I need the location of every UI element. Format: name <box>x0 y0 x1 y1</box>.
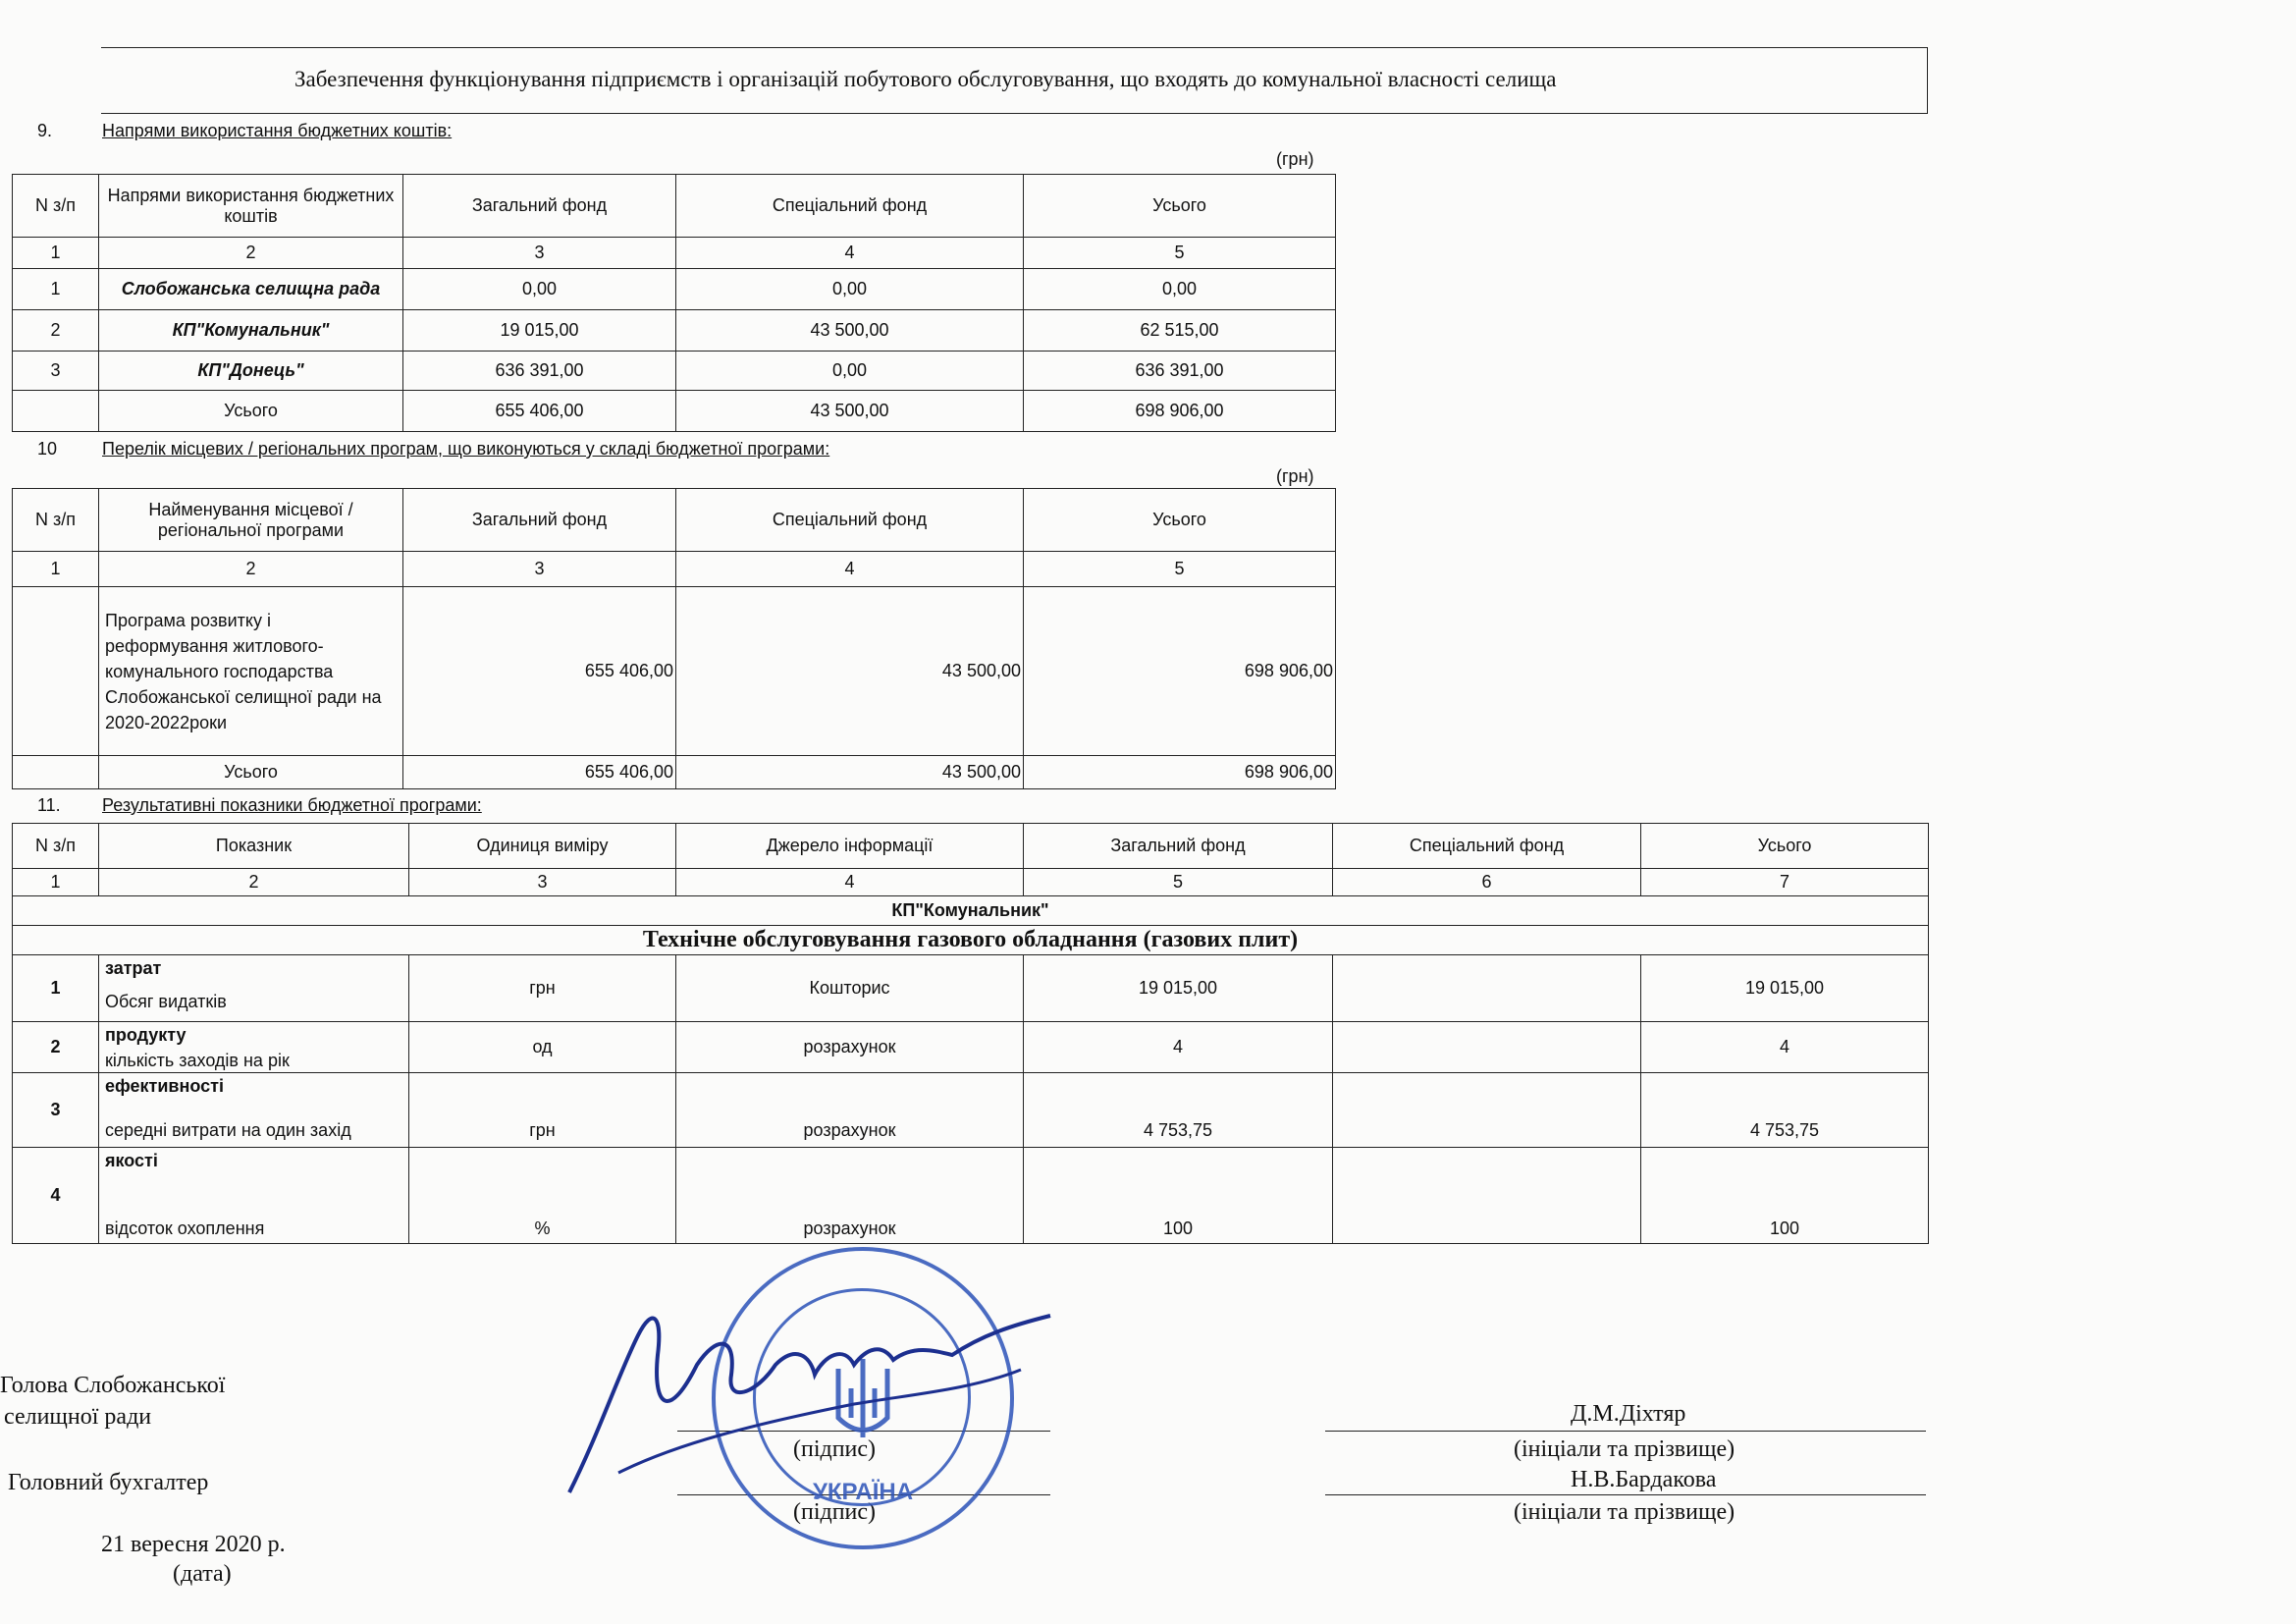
general-fund: 4 753,75 <box>1024 1073 1333 1148</box>
col-number: 3 <box>409 869 676 896</box>
col-number: 2 <box>99 552 403 587</box>
general-fund: 19 015,00 <box>1024 955 1333 1022</box>
group-number: 1 <box>13 955 99 1022</box>
source-cell: розрахунок <box>676 1022 1024 1073</box>
col-header: N з/п <box>13 824 99 869</box>
col-number: 5 <box>1024 238 1336 269</box>
general-fund: 0,00 <box>403 269 676 310</box>
row-total: 4 <box>1641 1022 1929 1073</box>
group-row <box>13 1022 1929 1050</box>
col-number: 4 <box>676 552 1024 587</box>
row-total: 100 <box>1641 1148 1929 1244</box>
special-fund: 43 500,00 <box>676 391 1024 432</box>
col-header: Напрями використання бюджетних коштів <box>99 175 403 238</box>
row-total: 698 906,00 <box>1024 391 1336 432</box>
total-label: Усього <box>99 756 403 789</box>
general-fund: 655 406,00 <box>403 391 676 432</box>
col-number: 1 <box>13 238 99 269</box>
col-header: N з/п <box>13 489 99 552</box>
table-row <box>13 269 1336 310</box>
col-number: 6 <box>1333 869 1641 896</box>
special-fund: 43 500,00 <box>676 587 1024 756</box>
head-name: Д.М.Діхтяр <box>1571 1401 1686 1427</box>
col-number-row <box>13 552 1336 587</box>
col-number: 4 <box>676 238 1024 269</box>
group-row <box>13 1073 1929 1101</box>
table-header-row <box>13 824 1929 869</box>
col-number-row <box>13 238 1336 269</box>
section9-unit: (грн) <box>1276 149 1314 169</box>
col-header: Спеціальний фонд <box>676 489 1024 552</box>
section10-unit: (грн) <box>1276 466 1314 486</box>
indicator-name: відсоток охоплення <box>99 1175 409 1244</box>
col-header: Джерело інформації <box>676 824 1024 869</box>
section11-title: Результативні показники бюджетної програми: <box>102 795 482 815</box>
row-number: 3 <box>13 352 99 391</box>
row-total: 636 391,00 <box>1024 352 1336 391</box>
group-title: якості <box>99 1148 409 1175</box>
row-name: КП"Донець" <box>99 352 403 391</box>
col-number: 5 <box>1024 552 1336 587</box>
head-initials-caption: (ініціали та прізвище) <box>1514 1436 1735 1462</box>
col-number: 3 <box>403 552 676 587</box>
col-header: Спеціальний фонд <box>676 175 1024 238</box>
col-number-row <box>13 869 1929 896</box>
head-name-line <box>1325 1431 1926 1432</box>
row-total: 0,00 <box>1024 269 1336 310</box>
head-title-1: Голова Слобожанської <box>0 1373 226 1398</box>
total-row <box>13 756 1336 789</box>
org-name: КП"Комунальник" <box>13 896 1929 926</box>
special-fund <box>1333 955 1641 1022</box>
accountant-title: Головний бухгалтер <box>8 1470 209 1495</box>
group-row <box>13 1148 1929 1175</box>
col-header: Найменування місцевої / регіональної програми <box>99 489 403 552</box>
special-fund: 43 500,00 <box>676 756 1024 789</box>
col-header: Спеціальний фонд <box>1333 824 1641 869</box>
unit-cell: од <box>409 1022 676 1073</box>
signing-date: 21 вересня 2020 р. <box>101 1532 286 1557</box>
empty-cell <box>13 587 99 756</box>
col-number: 1 <box>13 552 99 587</box>
row-total: 698 906,00 <box>1024 756 1336 789</box>
section10-title: Перелік місцевих / регіональних програм, що виконуються у складі бюджетної програми: <box>102 439 830 459</box>
col-header: Усього <box>1641 824 1929 869</box>
special-fund: 0,00 <box>676 352 1024 391</box>
unit-cell: грн <box>409 955 676 1022</box>
group-title: ефективності <box>99 1073 409 1101</box>
head-sign-caption: (підпис) <box>793 1436 877 1462</box>
head-title-2: селищної ради <box>4 1404 152 1430</box>
col-header: Загальний фонд <box>403 489 676 552</box>
col-header: Одиниця виміру <box>409 824 676 869</box>
special-fund: 43 500,00 <box>676 310 1024 352</box>
section9-title: Напрями використання бюджетних коштів: <box>102 121 453 140</box>
col-header: Усього <box>1024 489 1336 552</box>
col-number: 7 <box>1641 869 1929 896</box>
col-number: 5 <box>1024 869 1333 896</box>
row-number: 2 <box>13 310 99 352</box>
directions-table <box>12 174 1336 432</box>
general-fund: 4 <box>1024 1022 1333 1073</box>
col-number: 1 <box>13 869 99 896</box>
program-subtitle: Технічне обслуговування газового обладнання (газових плит) <box>13 926 1929 955</box>
header-title: Забезпечення функціонування підприємств і організацій побутового обслуговування, що входять до комунальної власності селища <box>294 67 1557 91</box>
special-fund <box>1333 1073 1641 1148</box>
group-title: продукту <box>99 1022 409 1050</box>
table-row <box>13 352 1336 391</box>
source-cell: Кошторис <box>676 955 1024 1022</box>
indicator-name: кількість заходів на рік <box>99 1050 409 1073</box>
accountant-name-line <box>1325 1494 1926 1495</box>
table-header-row <box>13 489 1336 552</box>
col-number: 2 <box>99 238 403 269</box>
table-row <box>13 587 1336 756</box>
org-row <box>13 896 1929 926</box>
col-header: N з/п <box>13 175 99 238</box>
group-row <box>13 955 1929 983</box>
special-fund: 0,00 <box>676 269 1024 310</box>
indicators-table <box>12 823 1929 1244</box>
row-total: 4 753,75 <box>1641 1073 1929 1148</box>
unit-cell: грн <box>409 1073 676 1148</box>
group-title: затрат <box>99 955 409 983</box>
group-number: 3 <box>13 1073 99 1148</box>
section11-number: 11. <box>37 795 61 815</box>
table-row <box>13 310 1336 352</box>
programs-table <box>12 488 1336 789</box>
general-fund: 636 391,00 <box>403 352 676 391</box>
col-header: Загальний фонд <box>403 175 676 238</box>
general-fund: 655 406,00 <box>403 756 676 789</box>
special-fund <box>1333 1148 1641 1244</box>
group-number: 2 <box>13 1022 99 1073</box>
general-fund: 100 <box>1024 1148 1333 1244</box>
row-number: 1 <box>13 269 99 310</box>
row-total: 698 906,00 <box>1024 587 1336 756</box>
total-row <box>13 391 1336 432</box>
row-name: КП"Комунальник" <box>99 310 403 352</box>
source-cell: розрахунок <box>676 1148 1024 1244</box>
handwritten-signature <box>560 1276 1070 1522</box>
col-number: 4 <box>676 869 1024 896</box>
col-number: 3 <box>403 238 676 269</box>
subtitle-row <box>13 926 1929 955</box>
total-label: Усього <box>99 391 403 432</box>
table-header-row <box>13 175 1336 238</box>
indicator-name: Обсяг видатків <box>99 983 409 1022</box>
program-name: Програма розвитку і реформування житлового-комунального господарства Слобожанської селищної ради на 2020-2022роки <box>99 587 403 756</box>
date-caption: (дата) <box>173 1561 232 1587</box>
empty-cell <box>13 756 99 789</box>
accountant-initials-caption: (ініціали та прізвище) <box>1514 1499 1735 1525</box>
accountant-name: Н.В.Бардакова <box>1571 1467 1717 1492</box>
empty-cell <box>13 391 99 432</box>
general-fund: 655 406,00 <box>403 587 676 756</box>
row-total: 62 515,00 <box>1024 310 1336 352</box>
col-header: Усього <box>1024 175 1336 238</box>
row-total: 19 015,00 <box>1641 955 1929 1022</box>
accountant-sign-caption: (підпис) <box>793 1499 877 1525</box>
row-name: Слобожанська селищна рада <box>99 269 403 310</box>
col-number: 2 <box>99 869 409 896</box>
col-header: Загальний фонд <box>1024 824 1333 869</box>
section10-number: 10 <box>37 439 58 459</box>
section9-number: 9. <box>37 121 53 140</box>
general-fund: 19 015,00 <box>403 310 676 352</box>
stamp-label: УКРАЇНА <box>812 1479 914 1505</box>
col-header: Показник <box>99 824 409 869</box>
group-number: 4 <box>13 1148 99 1244</box>
indicator-name: середні витрати на один захід <box>99 1101 409 1148</box>
special-fund <box>1333 1022 1641 1073</box>
source-cell: розрахунок <box>676 1073 1024 1148</box>
unit-cell: % <box>409 1148 676 1244</box>
